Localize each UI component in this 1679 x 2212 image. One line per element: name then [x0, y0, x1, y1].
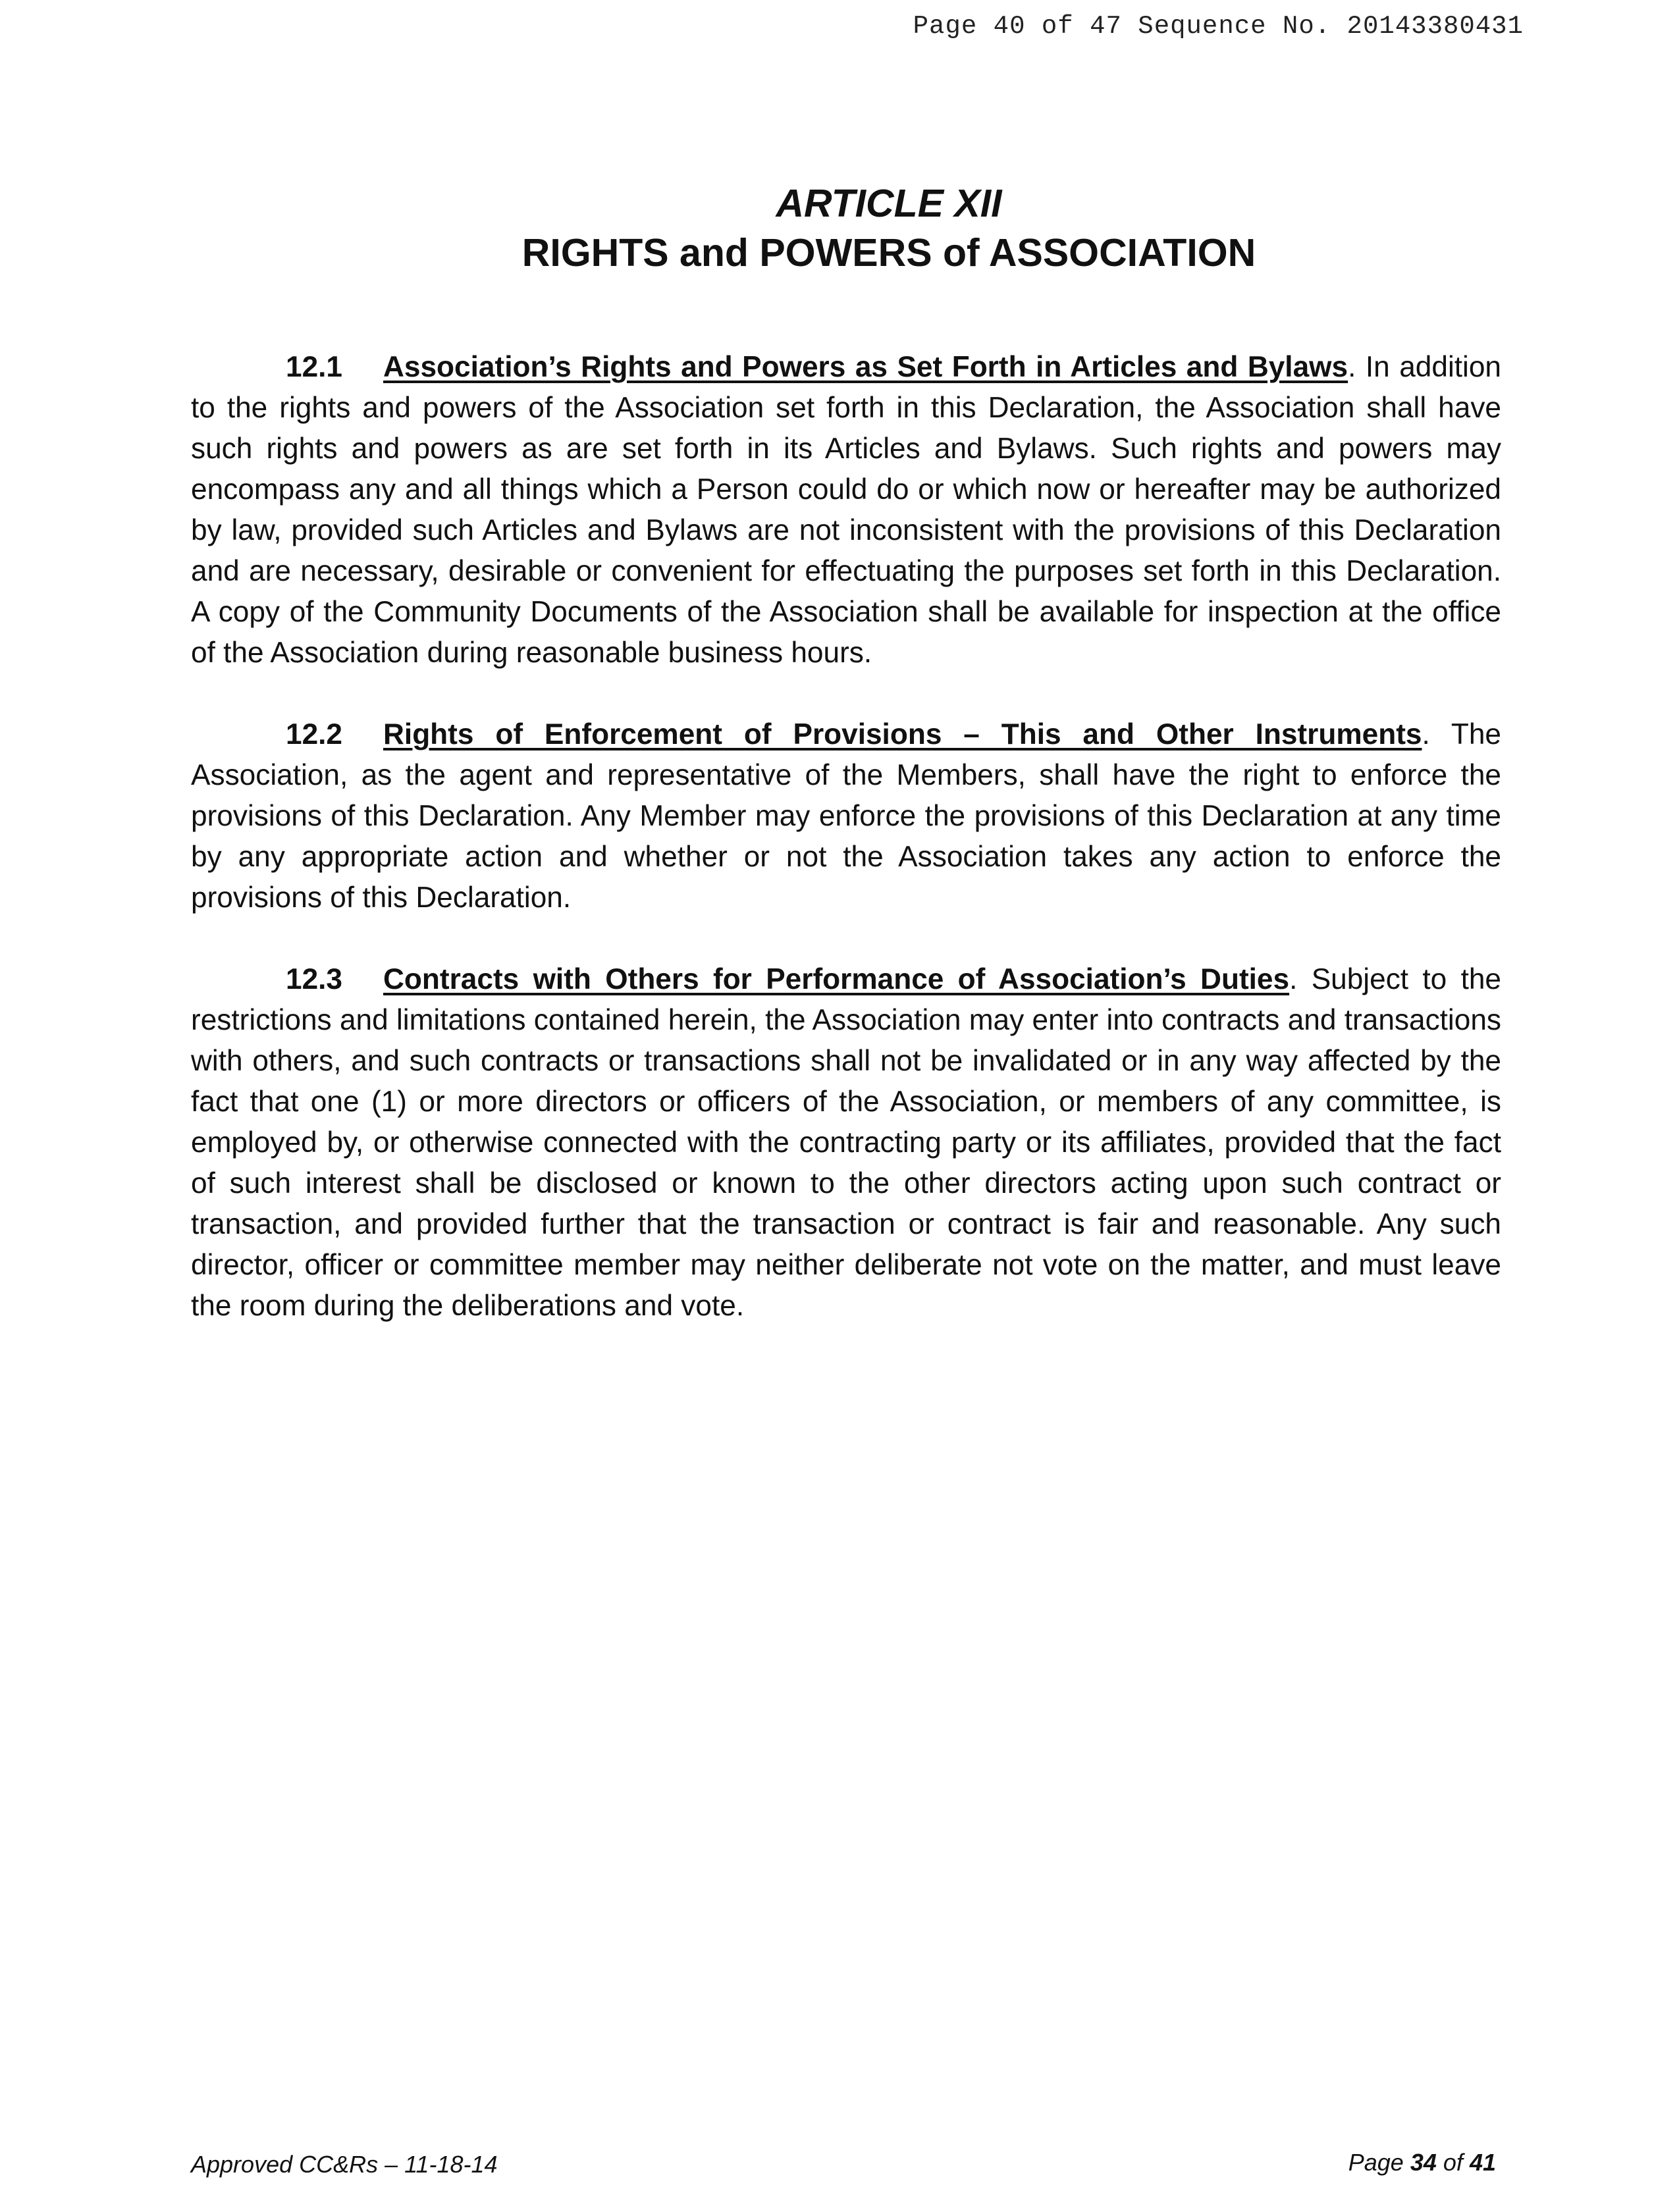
section-heading: Association’s Rights and Powers as Set Forth in Articles and Bylaws [383, 351, 1348, 383]
section-number: 12.3 [286, 963, 343, 995]
page-sequence-stamp: Page 40 of 47 Sequence No. 20143380431 [913, 12, 1524, 41]
footer-page-word: Page [1348, 2149, 1404, 2176]
section-text: . Subject to the restrictions and limitations contained herein, the Association may enter into contracts and transactions with others, and such contracts or transactions shall not be invalidated or in any way affected by the fact that one (1) or more directors or officers of the Association, or members of any committee, is employed by, or otherwise connected with the contracting party or its affiliates, provided that the fact of such interest shall be disclosed or known to the other directors acting upon such contract or transaction, and provided further that the transaction or contract is fair and reasonable. Any such director, officer or committee member may neither deliberate not vote on the matter, and must leave the room during the deliberations and vote. [191, 963, 1501, 1322]
document-body [191, 347, 1501, 1367]
section-number: 12.2 [286, 718, 343, 750]
section-heading: Contracts with Others for Performance of Association’s Duties [383, 963, 1290, 995]
footer-page-current: 34 [1410, 2149, 1437, 2176]
section-text: . In addition to the rights and powers of the Association set forth in this Declaration, the Association shall have such rights and powers as are set forth in its Articles and Bylaws. Such rights and powers may encompass any and all things which a Person could do or which now or hereafter may be authorized by law, provided such Articles and Bylaws are not inconsistent with the provisions of this Declaration and are necessary, desirable or convenient for effectuating the purposes set forth in this Declaration. A copy of the Community Documents of the Association shall be available for inspection at the office of the Association during reasonable business hours. [191, 351, 1501, 669]
section-12-1 [191, 347, 1501, 673]
section-12-3 [191, 959, 1501, 1327]
article-subtitle: RIGHTS and POWERS of ASSOCIATION [521, 231, 1256, 275]
section-text: . The Association, as the agent and representative of the Members, shall have the right to enforce the provisions of this Declaration. Any Member may enforce the provisions of this Declaration at any time by any appropriate action and whether or not the Association takes any action to enforce the provisions of this Declaration. [191, 718, 1501, 914]
footer-page-total: 41 [1469, 2149, 1496, 2176]
article-title-block [0, 179, 1679, 278]
footer-page-of: of [1443, 2149, 1463, 2176]
section-number: 12.1 [286, 351, 343, 383]
footer-page-number [1348, 2149, 1496, 2176]
footer-approval-note: Approved CC&Rs – 11-18-14 [191, 2151, 498, 2178]
article-title: ARTICLE XII [776, 182, 1002, 225]
section-heading: Rights of Enforcement of Provisions – This and Other Instruments [383, 718, 1422, 750]
section-12-2 [191, 714, 1501, 918]
